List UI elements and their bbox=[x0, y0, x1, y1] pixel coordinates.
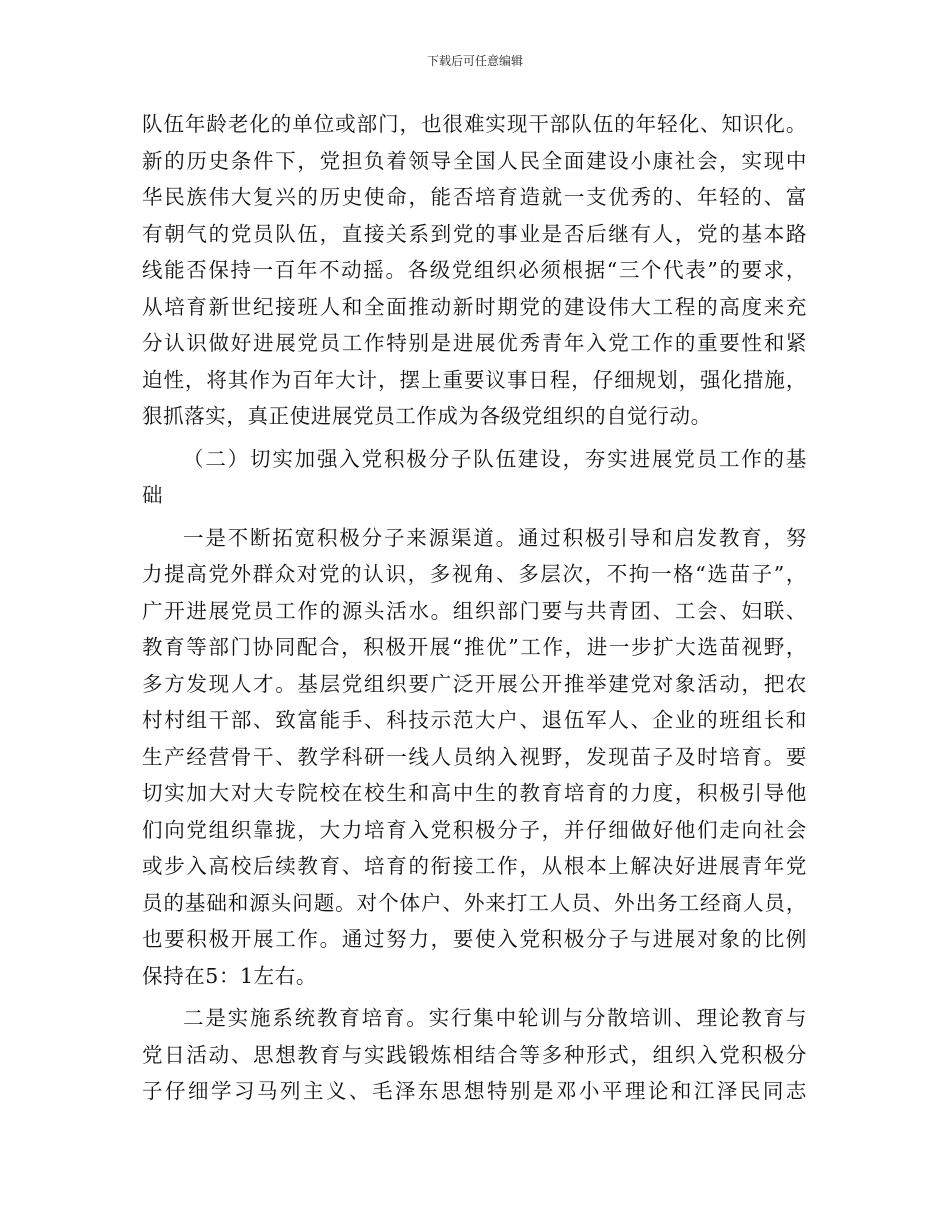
text-line: 员的基础和源头问题。对个体户、外来打工人员、外出务工经商人员， bbox=[142, 890, 807, 915]
section-heading bbox=[142, 441, 807, 514]
paragraph-1 bbox=[142, 106, 807, 435]
text-line: 广开进展党员工作的源头活水。组织部门要与共青团、工会、妇联、 bbox=[142, 598, 807, 623]
text-line: 切实加大对大专院校在校生和高中生的教育培育的力度，积极引导他 bbox=[142, 781, 807, 805]
text-line: 也要积极开展工作。通过努力，要使入党积极分子与进展对象的比例 bbox=[142, 927, 807, 951]
paragraph-4 bbox=[142, 1000, 807, 1110]
document-body bbox=[142, 106, 807, 1110]
text-line: 一是不断拓宽积极分子来源渠道。通过积极引导和启发教育，努 bbox=[183, 525, 807, 550]
text-line: 从培育新世纪接班人和全面推动新时期党的建设伟大工程的高度来充 bbox=[142, 294, 807, 319]
text-line: 生产经营骨干、教学科研一线人员纳入视野，发现苗子及时培育。要 bbox=[142, 744, 807, 769]
text-line: 或步入高校后续教育、培育的衔接工作，从根本上解决好进展青年党 bbox=[142, 854, 807, 878]
text-line: 线能否保持一百年不动摇。各级党组织必须根据“三个代表”的要求， bbox=[142, 258, 807, 282]
text-line: 党日活动、思想教育与实践锻炼相结合等多种形式，组织入党积极分 bbox=[142, 1042, 807, 1067]
text-line: 保持在5：1左右。 bbox=[142, 963, 317, 988]
text-line: 二是实施系统教育培育。实行集中轮训与分散培训、理论教育与 bbox=[183, 1006, 807, 1030]
text-line: 教育等部门协同配合，积极开展“推优”工作，进一步扩大选苗视野， bbox=[142, 635, 807, 659]
text-line: 有朝气的党员队伍，直接关系到党的事业是否后继有人，党的基本路 bbox=[142, 221, 807, 246]
text-line: 迫性，将其作为百年大计，摆上重要议事日程，仔细规划，强化措施， bbox=[142, 367, 807, 392]
text-line: 村村组干部、致富能手、科技示范大户、退伍军人、企业的班组长和 bbox=[142, 708, 807, 732]
text-line: 们向党组织靠拢，大力培育入党积极分子，并仔细做好他们走向社会 bbox=[142, 817, 807, 842]
text-line: 队伍年龄老化的单位或部门，也很难实现干部队伍的年轻化、知识化。 bbox=[142, 112, 807, 136]
text-line: 子仔细学习马列主义、毛泽东思想特别是邓小平理论和江泽民同志 bbox=[142, 1079, 807, 1103]
paragraph-3 bbox=[142, 520, 807, 995]
text-line: 华民族伟大复兴的历史使命，能否培育造就一支优秀的、年轻的、富 bbox=[142, 185, 807, 209]
text-line: 分认识做好进展党员工作特别是进展优秀青年入党工作的重要性和紧 bbox=[142, 331, 807, 355]
text-line: （二）切实加强入党积极分子队伍建设，夯实进展党员工作的基 bbox=[183, 446, 807, 471]
page-header: 下载后可任意编辑 bbox=[426, 54, 523, 68]
text-line: 力提高党外群众对党的认识，多视角、多层次，不拘一格“选苗子”， bbox=[142, 562, 807, 586]
text-line: 新的历史条件下，党担负着领导全国人民全面建设小康社会，实现中 bbox=[142, 148, 807, 173]
text-line: 多方发现人才。基层党组织要广泛开展公开推举建党对象活动，把农 bbox=[142, 671, 807, 696]
text-line: 础 bbox=[142, 483, 164, 507]
text-line: 狠抓落实，真正使进展党员工作成为各级党组织的自觉行动。 bbox=[142, 404, 712, 428]
